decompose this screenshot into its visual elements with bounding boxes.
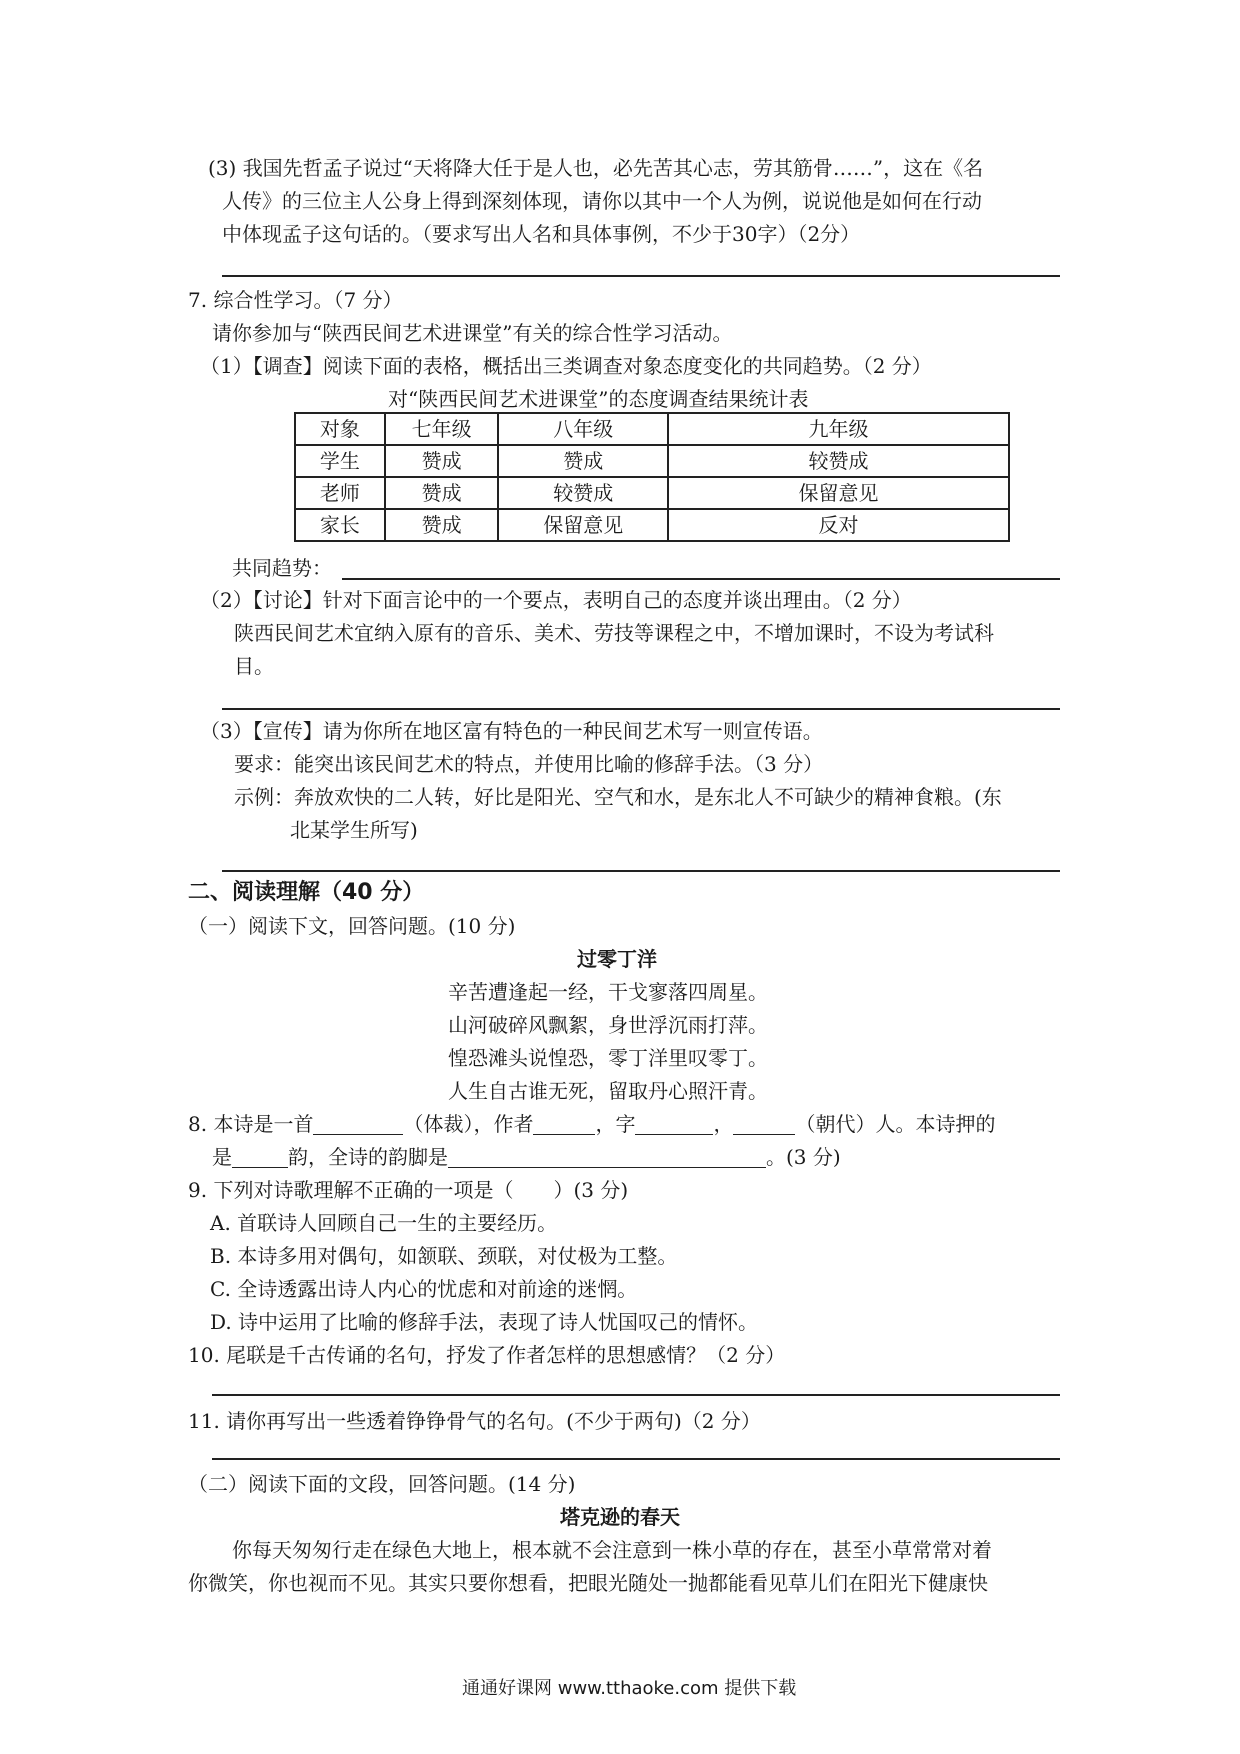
q8-text: ，字 [595,1112,636,1136]
poem-line: 辛苦遭逢起一经，干戈寥落四周星。 [448,980,768,1004]
section-sub-1: （一）阅读下文，回答问题。(10 分) [188,914,516,938]
answer-line [212,1458,1060,1460]
q7-intro: 请你参加与“陕西民间艺术进课堂”有关的综合性学习活动。 [212,321,733,345]
q9-stem: 9. 下列对诗歌理解不正确的一项是（ ）(3 分) [188,1178,629,1202]
table-cell: 赞成 [385,445,499,477]
q6-3-line-3: 中体现孟子这句话的。（要求写出人名和具体事例，不少于30字）（2分） [222,222,861,246]
rhyme-words-blank[interactable] [448,1147,766,1168]
table-title: 对“陕西民间艺术进课堂”的态度调查结果统计表 [388,387,809,411]
q7-part3: （3）【宣传】请为你所在地区富有特色的一种民间艺术写一则宣传语。 [200,719,823,743]
q6-3-line-1: (3) 我国先哲孟子说过“天将降大任于是人也，必先苦其心志，劳其筋骨……”，这在《名 [208,156,984,180]
essay-line: 你微笑，你也视而不见。其实只要你想看，把眼光随处一抛都能看见草儿们在阳光下健康快 [188,1571,988,1595]
q7-part2-quote-2: 目。 [234,654,274,678]
dynasty-blank[interactable] [733,1114,795,1135]
q7-part3-example-1: 示例：奔放欢快的二人转，好比是阳光、空气和水，是东北人不可缺少的精神食粮。(东 [234,785,1002,809]
trend-label: 共同趋势： [232,556,332,580]
footer: 通通好课网 www.tthaoke.com 提供下载 [462,1678,797,1699]
table-header-cell: 八年级 [498,413,668,445]
table-header-row [295,413,1009,445]
essay-line: 你每天匆匆行走在绿色大地上，根本就不会注意到一株小草的存在，甚至小草常常对着 [232,1538,992,1562]
q8-text: 是 [212,1145,232,1169]
table-cell: 赞成 [385,509,499,541]
table-row [295,509,1009,541]
q8-line-1 [188,1111,995,1137]
rhyme-blank[interactable] [232,1147,288,1168]
survey-table [294,412,1010,542]
q8-text: 8. 本诗是一首 [188,1112,314,1136]
table-cell: 学生 [295,445,385,477]
table-header-cell: 对象 [295,413,385,445]
table-header-cell: 七年级 [385,413,499,445]
q8-text: （朝代）人。本诗押的 [795,1112,996,1136]
table-cell: 较赞成 [668,445,1009,477]
table-header-cell: 九年级 [668,413,1009,445]
poem-line: 惶恐滩头说惶恐，零丁洋里叹零丁。 [448,1046,768,1070]
table-cell: 保留意见 [498,509,668,541]
answer-line [212,1394,1060,1396]
q7-part1: （1）【调查】阅读下面的表格，概括出三类调查对象态度变化的共同趋势。（2 分） [200,354,932,378]
section-heading: 二、阅读理解（40 分） [188,880,425,905]
table-cell: 家长 [295,509,385,541]
q8-text: （体裁），作者 [403,1112,534,1136]
poem-line: 山河破碎风飘絮，身世浮沉雨打萍。 [448,1013,768,1037]
answer-line [222,870,1060,872]
answer-line [222,275,1060,277]
q9-option-a[interactable]: A. 首联诗人回顾自己一生的主要经历。 [210,1211,558,1235]
q10-stem: 10. 尾联是千古传诵的名句，抒发了作者怎样的思想感情？（2 分） [188,1343,786,1367]
q8-line-2 [212,1144,841,1170]
q7-heading: 7. 综合性学习。（7 分） [188,288,403,312]
table-cell: 较赞成 [498,477,668,509]
answer-line [222,708,1060,710]
q7-part3-example-2: 北某学生所写) [290,818,418,842]
table-row [295,477,1009,509]
table-cell: 反对 [668,509,1009,541]
author-blank[interactable] [533,1114,595,1135]
q9-option-b[interactable]: B. 本诗多用对偶句，如颔联、颈联，对仗极为工整。 [210,1244,678,1268]
section-sub-2: （二）阅读下面的文段，回答问题。(14 分) [188,1472,576,1496]
table-cell: 老师 [295,477,385,509]
q6-3-line-2: 人传》的三位主人公身上得到深刻体现，请你以其中一个人为例，说说他是如何在行动 [222,189,982,213]
q7-part2-quote-1: 陕西民间艺术宜纳入原有的音乐、美术、劳技等课程之中，不增加课时，不设为考试科 [234,621,994,645]
q7-part3-requirement: 要求：能突出该民间艺术的特点，并使用比喻的修辞手法。（3 分） [234,752,824,776]
table-cell: 赞成 [498,445,668,477]
table-cell: 赞成 [385,477,499,509]
q8-text: 韵，全诗的韵脚是 [288,1145,448,1169]
poem-line: 人生自古谁无死，留取丹心照汗青。 [448,1079,768,1103]
trend-answer-line [342,578,1060,580]
table-cell: 保留意见 [668,477,1009,509]
q11-stem: 11. 请你再写出一些透着铮铮骨气的名句。(不少于两句)（2 分） [188,1409,761,1433]
essay-title: 塔克逊的春天 [560,1505,680,1529]
q9-option-c[interactable]: C. 全诗透露出诗人内心的忧虑和对前途的迷惘。 [210,1277,638,1301]
poem-title: 过零丁洋 [577,947,657,971]
table-row [295,445,1009,477]
q9-option-d[interactable]: D. 诗中运用了比喻的修辞手法，表现了诗人忧国叹己的情怀。 [210,1310,759,1334]
genre-blank[interactable] [313,1114,403,1135]
q8-text: ， [713,1112,734,1136]
q7-part2: （2）【讨论】针对下面言论中的一个要点，表明自己的态度并谈出理由。（2 分） [200,588,912,612]
q8-text: 。(3 分) [766,1145,841,1169]
courtesy-name-blank[interactable] [635,1114,713,1135]
